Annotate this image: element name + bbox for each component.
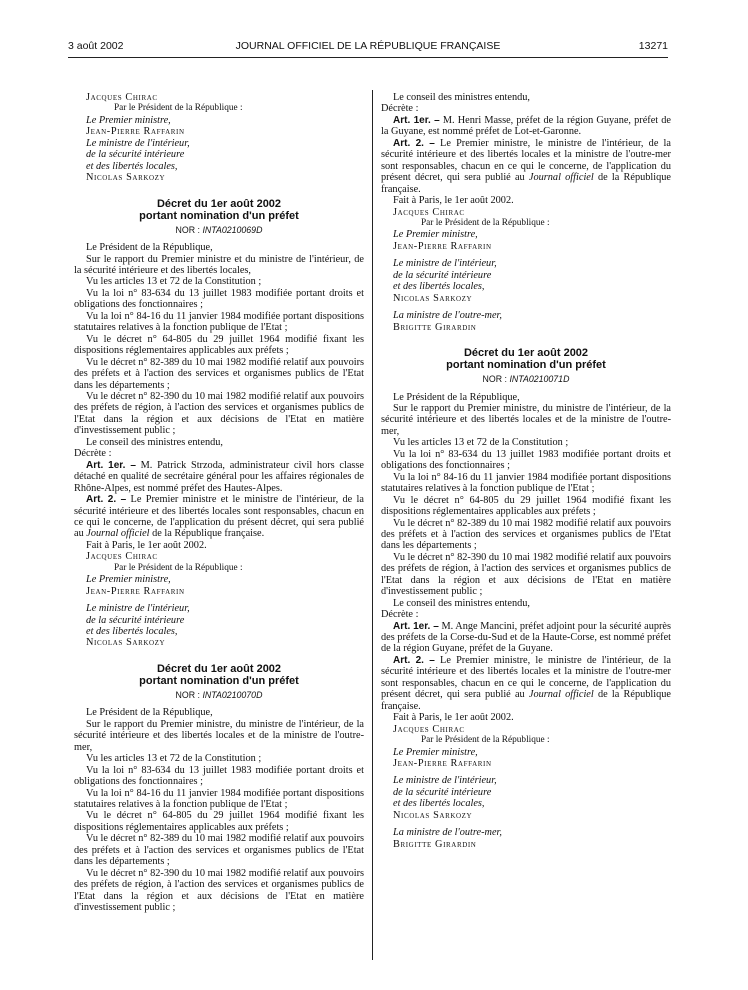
decree-title-line1: Décret du 1er août 2002 [156,662,282,675]
nor-code: INTA0210069D [202,224,263,235]
minister-title-line1: Le ministre de l'intérieur, [393,258,497,270]
decree-paragraph: Vu les articles 13 et 72 de la Constitution ; [86,753,262,765]
minister-name: Nicolas Sarkozy [393,809,473,821]
header-journal-title: JOURNAL OFFICIEL DE LA RÉPUBLIQUE FRANÇAISE [235,40,501,52]
article-1-label: Art. 1er. – [393,114,440,126]
par-le-president: Par le Président de la République : [114,562,243,573]
decree-title-line1: Décret du 1er août 2002 [463,347,589,360]
minister-title-line2: de la sécurité intérieure [86,614,185,626]
fait-a-paris: Fait à Paris, le 1er août 2002. [393,712,514,724]
article-2 [381,655,671,712]
decree-paragraph: Vu le décret n° 64-805 du 29 juillet 1964 modifié fixant les dispositions réglementaires applicables aux préfets ; [381,494,671,518]
minister-title-line3: et des libertés locales, [393,281,485,293]
nor-label: NOR : [175,689,200,700]
decree-title [381,347,671,371]
article-2-text-a: Le Premier ministre et le ministre de l'intérieur, de la sécurité intérieure et des libertés locales sont responsables, chacun en ce qui le concerne, de l'application du présent décret, qui sera publié au [74,494,364,540]
premier-ministre-label: Le Premier ministre, [393,746,478,758]
article-1-label: Art. 1er. – [86,459,136,471]
article-2 [74,494,364,540]
article-1 [381,115,671,138]
premier-ministre-name: Jean-Pierre Raffarin [86,126,185,138]
decree-paragraph: Vu la loi n° 84-16 du 11 janvier 1984 modifiée portant dispositions statutaires relatives à la fonction publique de l'Etat ; [74,787,364,811]
article-2-text-b: de la République française. [152,528,265,540]
decree-paragraph: Vu la loi n° 83-634 du 13 juillet 1983 modifiée portant droits et obligations des fonctionnaires ; [381,448,671,472]
fait-a-paris: Fait à Paris, le 1er août 2002. [86,539,207,551]
premier-ministre-name: Jean-Pierre Raffarin [393,758,492,770]
outremer-minister-label: La ministre de l'outre-mer, [393,827,502,839]
decree-paragraph: Vu le décret n° 64-805 du 29 juillet 1964 modifié fixant les dispositions réglementaires applicables aux préfets ; [74,333,364,357]
journal-officiel-ref: Journal officiel [528,172,594,184]
outremer-minister-label: La ministre de l'outre-mer, [393,310,502,322]
decree-paragraph: Le Président de la République, [393,391,520,403]
par-le-president: Par le Président de la République : [421,735,550,746]
decree-paragraph: Vu le décret n° 82-390 du 10 mai 1982 modifié relatif aux pouvoirs des préfets de région, à l'action des services et organismes publics de l'Etat dans la région et aux décisions de l'Etat en matière d'investissement public ; [74,390,365,437]
article-2-label: Art. 2. – [393,137,435,149]
decree-paragraph: Vu le décret n° 64-805 du 29 juillet 1964 modifié fixant les dispositions réglementaires applicables aux préfets ; [74,810,364,833]
decree-nor [74,225,364,236]
decrete-label: Décrète : [381,103,419,115]
decree-nor [381,374,671,385]
par-le-president: Par le Président de la République : [421,217,550,228]
decree-title [74,663,364,687]
decree-paragraph: Le conseil des ministres entendu, [86,436,223,448]
signature-president: Jacques Chirac [86,92,158,103]
article-2-label: Art. 2. – [86,494,127,506]
decree-title-line2: portant nomination d'un préfet [139,209,299,222]
minister-title-line1: Le ministre de l'intérieur, [86,603,190,615]
decree-paragraph: Vu la loi n° 84-16 du 11 janvier 1984 modifiée portant dispositions statutaires relatives à la fonction publique de l'Etat ; [74,310,364,334]
left-column [74,92,364,914]
article-1 [74,460,364,494]
article-1-text: M. Ange Mancini, préfet adjoint pour la sécurité auprès des préfets de la Corse-du-Sud et de la Haute-Corse, est nommé préfet de la région Guyane, préfet de la Guyane. [381,620,672,655]
fait-a-paris: Fait à Paris, le 1er août 2002. [393,195,514,207]
article-1-label: Art. 1er. – [393,620,439,632]
decree-paragraph: Vu le décret n° 82-389 du 10 mai 1982 modifié relatif aux pouvoirs des préfets et à l'action des services et organismes publics de l'Etat dans les départements ; [74,356,365,391]
minister-name: Nicolas Sarkozy [86,637,166,649]
decree-paragraph: Sur le rapport du Premier ministre et du ministre de l'intérieur, de la sécurité intérieure et des libertés locales, [74,253,364,276]
decrete-label: Décrète : [381,609,419,621]
minister-title-line2: de la sécurité intérieure [393,786,492,798]
decree-paragraph: Le Président de la République, [86,707,213,719]
minister-title-line2: de la sécurité intérieure [393,269,492,281]
minister-title-line3: et des libertés locales, [86,160,178,172]
page-header [68,40,668,56]
decree-paragraph: Vu le décret n° 82-390 du 10 mai 1982 modifié relatif aux pouvoirs des préfets de région, à l'action des services et organismes publics de l'Etat dans la région et aux décisions de l'Etat en matière d'investissement public ; [74,867,365,914]
minister-name: Nicolas Sarkozy [86,172,166,184]
decree-paragraph: Sur le rapport du Premier ministre, du ministre de l'intérieur, de la sécurité intérieure et des libertés locales et de la ministre de l'outre-mer, [74,718,364,753]
article-2 [381,138,671,195]
header-page-number: 13271 [638,40,668,52]
nor-label: NOR : [482,374,507,385]
decree-paragraph: Le conseil des ministres entendu, [393,92,530,103]
journal-officiel-ref: Journal officiel [528,689,594,701]
header-rule [68,57,668,58]
minister-title-line3: et des libertés locales, [86,626,178,638]
par-le-president: Par le Président de la République : [114,103,243,114]
premier-ministre-label: Le Premier ministre, [86,574,171,586]
decrete-label: Décrète : [74,448,112,460]
premier-ministre-label: Le Premier ministre, [86,114,171,126]
minister-title-line1: Le ministre de l'intérieur, [86,137,190,149]
signature-president: Jacques Chirac [393,723,465,735]
article-1 [381,621,671,655]
nor-label: NOR : [175,224,200,235]
premier-ministre-name: Jean-Pierre Raffarin [86,585,185,597]
signature-president: Jacques Chirac [393,206,465,218]
right-column [381,92,671,850]
outremer-minister-name: Brigitte Girardin [393,321,477,333]
decree-title-line1: Décret du 1er août 2002 [156,197,282,210]
decree-paragraph: Vu la loi n° 84-16 du 11 janvier 1984 modifiée portant dispositions statutaires relatives à la fonction publique de l'Etat ; [381,471,671,495]
column-divider [372,90,373,960]
decree-paragraph: Vu les articles 13 et 72 de la Constitution ; [86,276,262,288]
decree-paragraph: Vu la loi n° 83-634 du 13 juillet 1983 modifiée portant droits et obligations des fonctionnaires ; [74,287,364,311]
premier-ministre-name: Jean-Pierre Raffarin [393,240,492,252]
minister-title-line2: de la sécurité intérieure [86,149,185,161]
nor-code: INTA0210070D [202,689,263,700]
premier-ministre-label: Le Premier ministre, [393,229,478,241]
decree-title-line2: portant nomination d'un préfet [446,359,606,372]
article-2-text-a: Le Premier ministre, le ministre de l'intérieur, de la sécurité intérieure et des libertés locales et la ministre de l'outre-mer sont responsables, chacun en ce qui le concerne, de l'application du présent décret, qui sera publié au [381,137,671,184]
decree-paragraph: Le conseil des ministres entendu, [393,597,530,609]
decree-title [74,198,364,222]
decree-paragraph: Le Président de la République, [86,242,213,254]
nor-code: INTA0210071D [509,374,570,385]
minister-title-line1: Le ministre de l'intérieur, [393,775,497,787]
decree-paragraph: Vu les articles 13 et 72 de la Constitution ; [393,437,569,449]
article-1-text: M. Patrick Strzoda, administrateur civil hors classe détaché en qualité de secrétaire général pour les affaires régionales de Rhône-Alpes, est nommé préfet des Hautes-Alpes. [74,459,364,494]
article-1-text: M. Henri Masse, préfet de la région Guyane, préfet de la Guyane, est nommé préfet de Lot-et-Garonne. [381,114,671,138]
decree-paragraph: Vu la loi n° 83-634 du 13 juillet 1983 modifiée portant droits et obligations des fonctionnaires ; [74,764,364,788]
minister-name: Nicolas Sarkozy [393,292,473,304]
decree-paragraph: Vu le décret n° 82-389 du 10 mai 1982 modifié relatif aux pouvoirs des préfets et à l'action des services et organismes publics de l'Etat dans les départements ; [381,517,672,552]
decree-paragraph: Sur le rapport du Premier ministre, du ministre de l'intérieur, de la sécurité intérieure et des libertés locales et de la ministre de l'outre-mer, [381,402,671,437]
article-2-text-a: Le Premier ministre, le ministre de l'intérieur, de la sécurité intérieure et des libertés locales et la ministre de l'outre-mer sont responsables, chacun en ce qui le concerne, de l'application du présent décret, qui sera publié au [381,654,671,701]
header-date: 3 août 2002 [68,40,124,52]
article-2-text-b: de la République française. [381,172,672,195]
journal-officiel-ref: Journal officiel [86,528,150,540]
decree-paragraph: Vu le décret n° 82-389 du 10 mai 1982 modifié relatif aux pouvoirs des préfets et à l'action des services et organismes publics de l'Etat dans les départements ; [74,833,365,868]
article-2-text-b: de la République française. [381,689,672,712]
decree-nor [74,690,364,701]
decree-title-line2: portant nomination d'un préfet [139,674,299,687]
signature-president: Jacques Chirac [86,551,158,563]
outremer-minister-name: Brigitte Girardin [393,838,477,850]
decree-paragraph: Vu le décret n° 82-390 du 10 mai 1982 modifié relatif aux pouvoirs des préfets de région, à l'action des services et organismes publics de l'Etat dans la région et aux décisions de l'Etat en matière d'investissement public ; [381,551,672,598]
minister-title-line3: et des libertés locales, [393,798,485,810]
article-2-label: Art. 2. – [393,654,435,666]
